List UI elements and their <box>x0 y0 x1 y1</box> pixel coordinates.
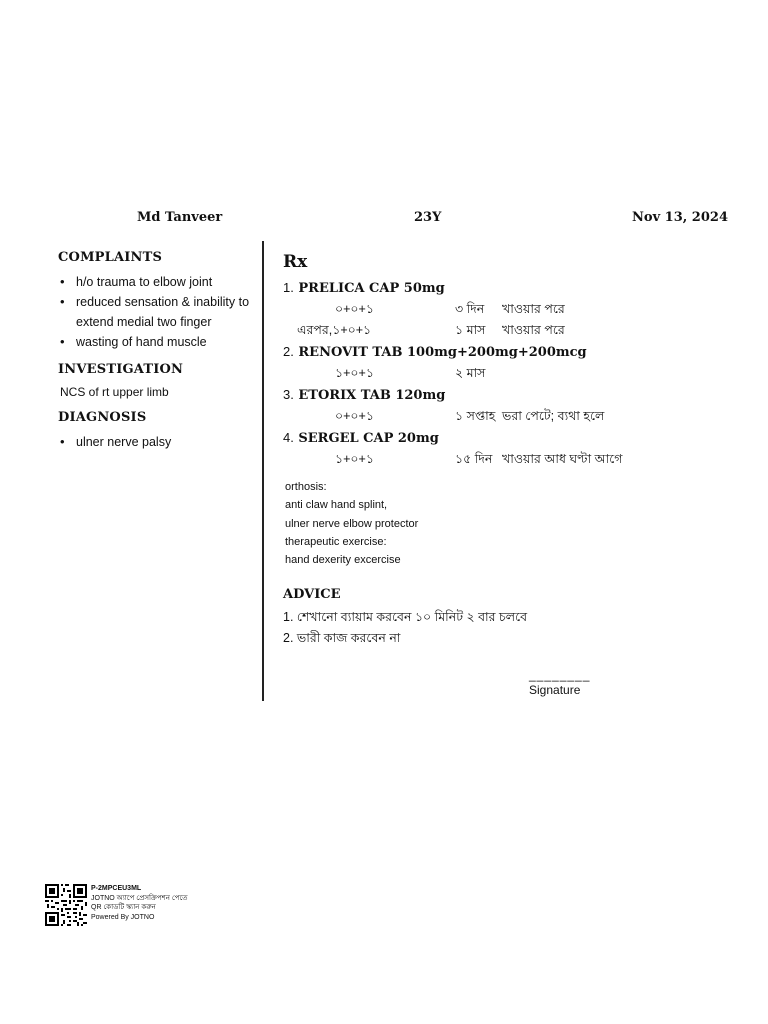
advice-number: 2. <box>283 631 294 646</box>
powered-by: Powered By JOTNO <box>91 913 155 921</box>
duration: ১ মাস <box>455 323 486 337</box>
note-line: therapeutic exercise: <box>285 535 387 548</box>
rx-notes <box>283 478 743 569</box>
list-item: • ulner nerve palsy <box>58 432 258 452</box>
qr-instruction-line-1: JOTNO অ্যাপে প্রেসক্রিপশন পেতে <box>91 894 188 902</box>
column-divider <box>262 241 264 701</box>
dose-row <box>283 320 743 341</box>
duration: ১ সপ্তাহ <box>455 409 496 423</box>
qr-code-icon[interactable] <box>45 884 87 926</box>
note-line: anti claw hand splint, <box>285 499 388 512</box>
note-line: ulner nerve elbow protector <box>285 517 419 530</box>
list-item <box>283 628 743 649</box>
right-column <box>283 252 743 649</box>
dose: ১+০+১ <box>332 323 372 337</box>
list-item: • wasting of hand muscle <box>58 332 258 352</box>
patient-header <box>0 210 768 230</box>
dose-prefix: এরপর, <box>297 323 333 337</box>
list-item: • h/o trauma to elbow joint <box>58 272 258 292</box>
medicine-name: PRELICA CAP 50mg <box>298 281 445 296</box>
dose-row <box>283 363 743 384</box>
advice-title: ADVICE <box>283 587 341 603</box>
medicine-number: 4. <box>283 430 294 445</box>
dose-row <box>283 449 743 470</box>
medicine-number: 2. <box>283 344 294 359</box>
medicine-number: 3. <box>283 387 294 402</box>
patient-name: Md Tanveer <box>137 210 223 225</box>
dose-row <box>283 299 743 320</box>
prescription-code: P-2MPCEU3ML <box>91 885 142 892</box>
note-line: orthosis: <box>285 481 327 493</box>
complaints-title: COMPLAINTS <box>58 250 163 265</box>
left-column <box>58 250 258 462</box>
medicine-number: 1. <box>283 280 294 295</box>
advice-list <box>283 607 743 649</box>
investigation-section <box>58 362 258 400</box>
diagnosis-section <box>58 410 258 452</box>
medicine-name: ETORIX TAB 120mg <box>298 388 446 403</box>
complaints-section <box>58 250 258 352</box>
dose: ১+০+১ <box>335 366 374 380</box>
advice-number: 1. <box>283 610 294 625</box>
diagnosis-list <box>58 432 258 452</box>
rx-title: Rx <box>283 252 308 272</box>
diagnosis-title: DIAGNOSIS <box>58 410 147 425</box>
dose-note: খাওয়ার পরে <box>502 323 565 337</box>
patient-age: 23Y <box>414 210 442 225</box>
dose: ০+০+১ <box>335 302 374 316</box>
medicine-item <box>283 341 743 384</box>
dose-note: ভরা পেটে; ব্যথা হলে <box>502 409 605 423</box>
medicine-item <box>283 277 743 341</box>
dose: ০+০+১ <box>335 409 374 423</box>
qr-instruction-line-2: QR কোডটি স্ক্যান করুন <box>91 904 156 911</box>
prescription-date: Nov 13, 2024 <box>632 210 728 225</box>
qr-caption <box>91 884 188 922</box>
medicine-item <box>283 427 743 470</box>
duration: ৩ দিন <box>455 302 485 316</box>
duration: ১৫ দিন <box>455 452 493 466</box>
signature-label: Signature <box>529 683 581 697</box>
medicine-item <box>283 384 743 427</box>
list-item: • reduced sensation & inability to extend medial two finger <box>58 292 258 332</box>
signature-line: ________ <box>529 668 591 682</box>
medicine-name: SERGEL CAP 20mg <box>298 431 439 446</box>
duration: ২ মাস <box>455 366 486 380</box>
list-item <box>283 607 743 628</box>
signature-block <box>529 668 590 698</box>
medicine-name: RENOVIT TAB 100mg+200mg+200mcg <box>298 345 587 360</box>
qr-footer <box>45 884 245 928</box>
dose-row <box>283 406 743 427</box>
dose: ১+০+১ <box>335 452 374 466</box>
investigation-title: INVESTIGATION <box>58 362 184 377</box>
advice-text: ভারী কাজ করবেন না <box>296 631 401 646</box>
dose-note: খাওয়ার পরে <box>502 302 565 316</box>
investigation-text: NCS of rt upper limb <box>60 385 169 399</box>
dose-note: খাওয়ার আধ ঘণ্টা আগে <box>502 452 623 466</box>
advice-text: শেখানো ব্যায়াম করবেন ১০ মিনিট ২ বার চলবে <box>296 610 528 625</box>
note-line: hand dexerity excercise <box>285 554 401 567</box>
complaints-list <box>58 272 258 352</box>
